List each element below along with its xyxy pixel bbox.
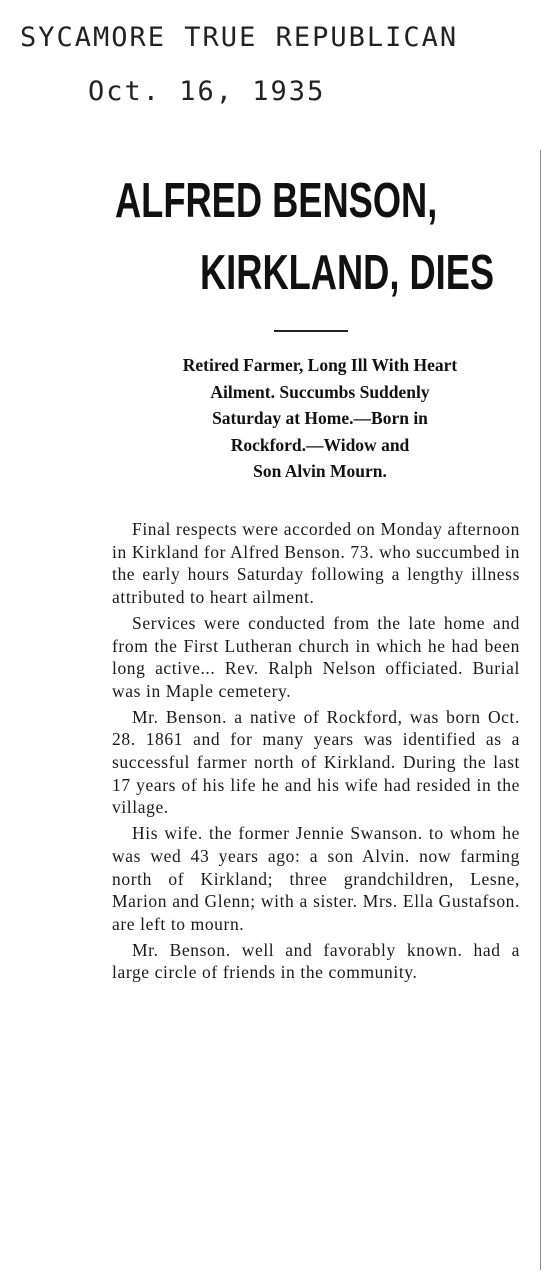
article-paragraph: Mr. Benson. a native of Rockford, was born Oct. 28. 1861 and for many years was identified as a successful farmer north of Kirkland. During the last 17 years of his life he and his wife had resided in the village. [112, 706, 520, 818]
article-paragraph: Services were conducted from the late home and from the First Lutheran church in which he had been long active... Rev. Ralph Nelson officiated. Burial was in Maple cemetery. [112, 612, 520, 701]
article-paragraph: His wife. the former Jennie Swanson. to whom he was wed 43 years ago: a son Alvin. now farming north of Kirkland; three grandchildren, Lesne, Marion and Glenn; with a sister. Mrs. Ella Gustafson. are left to mourn. [112, 823, 520, 934]
headline-line-1: ALFRED BENSON, [115, 174, 438, 228]
deck-line: Rockford.—Widow and [230, 434, 410, 455]
clipping-edge-line [540, 150, 541, 1270]
publication-date-label: Oct. 16, 1935 [88, 76, 326, 107]
article-paragraph: Mr. Benson. well and favorably known. had a large circle of friends in the community. [112, 939, 520, 983]
article-body [112, 518, 520, 987]
deck-line: Son Alvin Mourn. [253, 461, 387, 481]
headline-divider [274, 330, 348, 332]
subheadline-deck [100, 352, 540, 485]
deck-line: Ailment. Succumbs Suddenly [210, 381, 430, 402]
newspaper-source-label: SYCAMORE TRUE REPUBLICAN [20, 22, 459, 53]
deck-line: Retired Farmer, Long Ill With Heart [182, 355, 458, 375]
article-paragraph: Final respects were accorded on Monday afternoon in Kirkland for Alfred Benson. 73. who succumbed in the early hours Saturday following a lengthy illness attributed to heart ailment. [112, 519, 520, 608]
deck-line: Saturday at Home.—Born in [212, 408, 428, 428]
headline-line-2: KIRKLAND, DIES [200, 246, 495, 300]
